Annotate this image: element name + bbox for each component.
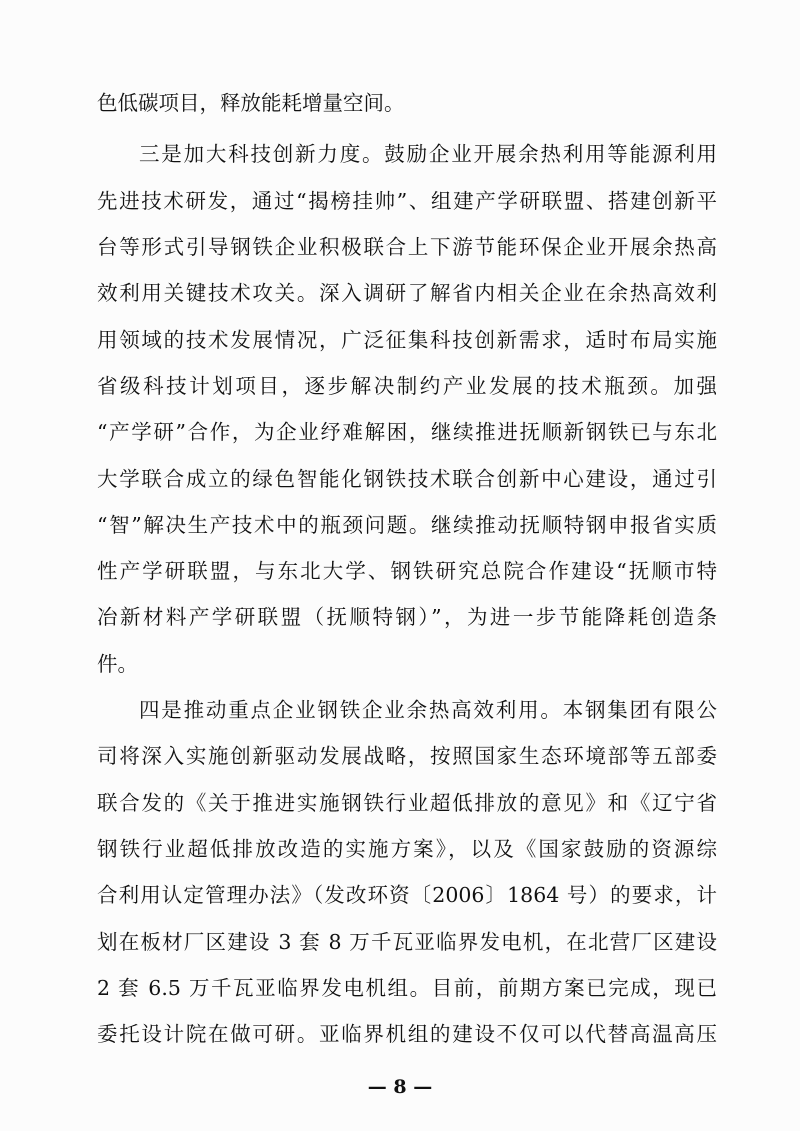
text-line: 效利用关键技术攻关。深入调研了解省内相关企业在余热高效利 (97, 281, 717, 305)
text-line: “智”解决生产技术中的瓶颈问题。继续推动抚顺特钢申报省实质 (97, 513, 717, 537)
paragraph-start-line: 三是加大科技创新力度。鼓励企业开展余热利用等能源利用 (139, 142, 717, 166)
text-line: 冶新材料产学研联盟（抚顺特钢）”，为进一步节能降耗创造条 (97, 605, 717, 629)
text-line: “产学研”合作，为企业纾难解困，继续推进抚顺新钢铁已与东北 (97, 420, 717, 444)
text-line: 性产学研联盟，与东北大学、钢铁研究总院合作建设“抚顺市特 (97, 559, 717, 583)
text-line: 先进技术研发，通过“揭榜挂帅”、组建产学研联盟、搭建创新平 (97, 189, 717, 213)
text-line: 大学联合成立的绿色智能化钢铁技术联合创新中心建设，通过引 (97, 467, 717, 491)
text-line: 钢铁行业超低排放改造的实施方案》，以及《国家鼓励的资源综 (97, 837, 717, 861)
text-line: 色低碳项目，释放能耗增量空间。 (97, 91, 405, 115)
text-line: 台等形式引导钢铁企业积极联合上下游节能环保企业开展余热高 (97, 235, 717, 259)
text-line: 件。 (97, 652, 138, 676)
paragraph-start-line: 四是推动重点企业钢铁企业余热高效利用。本钢集团有限公 (139, 698, 717, 722)
text-line: 司将深入实施创新驱动发展战略，按照国家生态环境部等五部委 (97, 744, 717, 768)
text-line: 合利用认定管理办法》（发改环资〔2006〕1864 号）的要求，计 (97, 883, 717, 907)
text-line: 委托设计院在做可研。亚临界机组的建设不仅可以代替高温高压 (97, 1022, 717, 1046)
text-line: 2 套 6.5 万千瓦亚临界发电机组。目前，前期方案已完成，现已 (97, 976, 717, 1000)
text-line: 划在板材厂区建设 3 套 8 万千瓦亚临界发电机，在北营厂区建设 (97, 930, 717, 954)
text-line: 省级科技计划项目，逐步解决制约产业发展的技术瓶颈。加强 (97, 374, 717, 398)
text-line: 联合发的《关于推进实施钢铁行业超低排放的意见》和《辽宁省 (97, 791, 717, 815)
text-line: 用领域的技术发展情况，广泛征集科技创新需求，适时布局实施 (97, 328, 717, 352)
page-number: — 8 — (367, 1076, 433, 1098)
